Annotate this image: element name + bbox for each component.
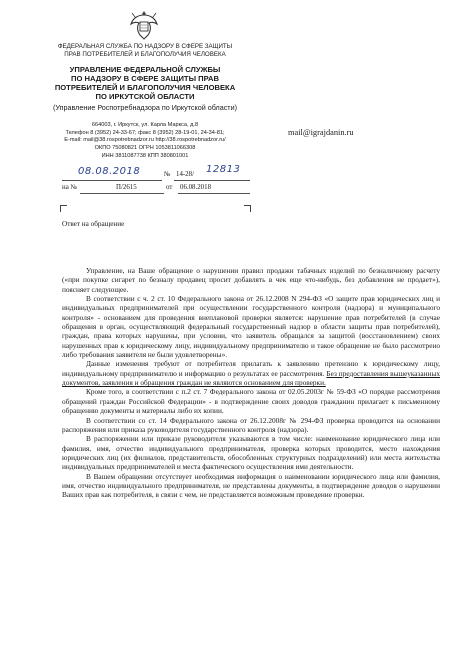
letter-body: [62, 266, 440, 500]
agency-line-2: ПРАВ ПОТРЕБИТЕЛЕЙ И БЛАГОПОЛУЧИЯ ЧЕЛОВЕКА: [64, 50, 226, 58]
recipient-email: mail@igrajdanin.ru: [288, 128, 354, 137]
agency-line-1: ФЕДЕРАЛЬНАЯ СЛУЖБА ПО НАДЗОРУ В СФЕРЕ ЗАЩИТЫ: [57, 43, 233, 50]
reference-date-underline: [178, 193, 250, 194]
address-line: 664003, г. Иркутск, ул. Карла Маркса, д.8: [91, 122, 199, 128]
email-web-line: E-mail: mail@38.rospotrebnadzor.ru http://38.rospotrebnadzor.ru/: [64, 137, 226, 144]
subject-bracket-right: [244, 205, 251, 212]
body-paragraph-3-underlined: Без предоставления вышеуказанных документов, заявления и обращения граждан не являются основанием для проверки.: [62, 368, 441, 388]
body-paragraph-4: Кроме того, в соответствии с п.2 ст. 7 Федерального закона от 02.05.2003г № 59-ФЗ «О порядке рассмотрения обращений граждан Российской Федерации» - в подтверждение своих доводов гражданин прилагает к письменному обращению документы и материалы либо их копии.: [62, 387, 440, 416]
department-name: [40, 66, 250, 102]
body-paragraph-7: В Вашем обращении отсутствует необходимая информация о наименовании юридического лица или фамилия, имя, отчество индивидуального предпринимателя, не представлены документы, в подтверждение доводов о нарушении Ваших прав как потребителя, в связи с чем, не представляется возможным проведение проверки.: [62, 471, 440, 500]
outgoing-date: 08.08.2018: [78, 166, 141, 177]
outgoing-number-label: №: [164, 171, 171, 178]
body-paragraph-6: В распоряжении или приказе руководителя указываются в том числе: наименование юридического лица или фамилия, имя, отчество индивидуального предпринимателя, проверка которых проводится, место нахождения юридических лиц (их филиалов, представительств, обособленных структурных подразделений) или места жительства индивидуальных предпринимателей и места фактического осуществления ими деятельности.: [62, 434, 440, 472]
phone-line: Телефон 8 (3952) 24-33-67; факс 8 (3952) 28-19-01, 24-34-81;: [65, 129, 225, 136]
department-line-3: ПОТРЕБИТЕЛЕЙ И БЛАГОПОЛУЧИЯ ЧЕЛОВЕКА: [54, 82, 236, 92]
agency-name: [40, 43, 250, 58]
contact-details: [40, 122, 250, 161]
outgoing-number: 12813: [206, 164, 241, 175]
department-line-2: ПО НАДЗОРУ В СФЕРЕ ЗАЩИТЫ ПРАВ: [71, 73, 219, 83]
reference-date: 06.08.2018: [180, 184, 212, 191]
department-line-4: ПО ИРКУТСКОЙ ОБЛАСТИ: [95, 91, 195, 101]
body-paragraph-5: В соответствии со ст. 14 Федерального закона от 26.12.2008г № 294-ФЗ проверка проводится на основании распоряжения или приказа руководителя государственного контроля (надзора).: [62, 415, 440, 434]
letter-subject: Ответ на обращение: [62, 220, 125, 228]
outgoing-number-prefix: 14-28/: [176, 171, 194, 178]
subject-bracket-left: [60, 205, 67, 212]
body-paragraph-2: В соответствии с ч. 2 ст. 10 Федерального закона от 26.12.2008 N 294-ФЗ «О защите прав юридических лиц и индивидуальных предпринимателей при осуществлении государственного контроля (надзора) и муниципального контроля» - основанием для проведения внеплановой проверки является: нарушение прав потребителей (в случае обращения в орган, осуществляющий федеральный государственный надзор в области защиты прав потребителей), граждан, права которых нарушены, при условии, что заявитель обращался за защитой (восстановлением) своих нарушенных прав к юридическому лицу, индивидуальному предпринимателю и такое обращение не было рассмотрено либо требования заявителя не были удовлетворены».: [62, 294, 440, 360]
inn-kpp-line: ИНН 3811087738 КПП 380801001: [101, 152, 189, 159]
reference-number-underline: [80, 193, 164, 194]
body-paragraph-3: [62, 359, 440, 387]
coat-of-arms-icon: [129, 8, 159, 42]
body-paragraph-3-text: Данные изменения требуют от потребителя прилагать к заявлению претензию к юридическому лицу, индивидуальному предпринимателю и информацию о результатах ее рассмотрения.: [62, 359, 440, 378]
reference-from-label: от: [166, 184, 173, 191]
outgoing-number-underline: [174, 180, 250, 181]
body-paragraph-1: Управление, на Ваше обращение о нарушении правил продажи табачных изделий по безналичному расчету («при покупке сигарет по безналу продавец просит добавлять в чек еще что-нибудь, без добавления не продает»), поясняет следующее.: [62, 266, 440, 294]
department-short-name: (Управление Роспотребнадзора по Иркутской области): [52, 103, 238, 112]
reference-number: П/2615: [116, 184, 137, 191]
department-line-1: УПРАВЛЕНИЕ ФЕДЕРАЛЬНОЙ СЛУЖБЫ: [69, 65, 221, 74]
okpo-ogrn-line: ОКПО 75080821 ОГРН 1053811066308: [94, 145, 196, 152]
outgoing-date-underline: [62, 180, 162, 181]
reference-label: на №: [62, 184, 78, 191]
